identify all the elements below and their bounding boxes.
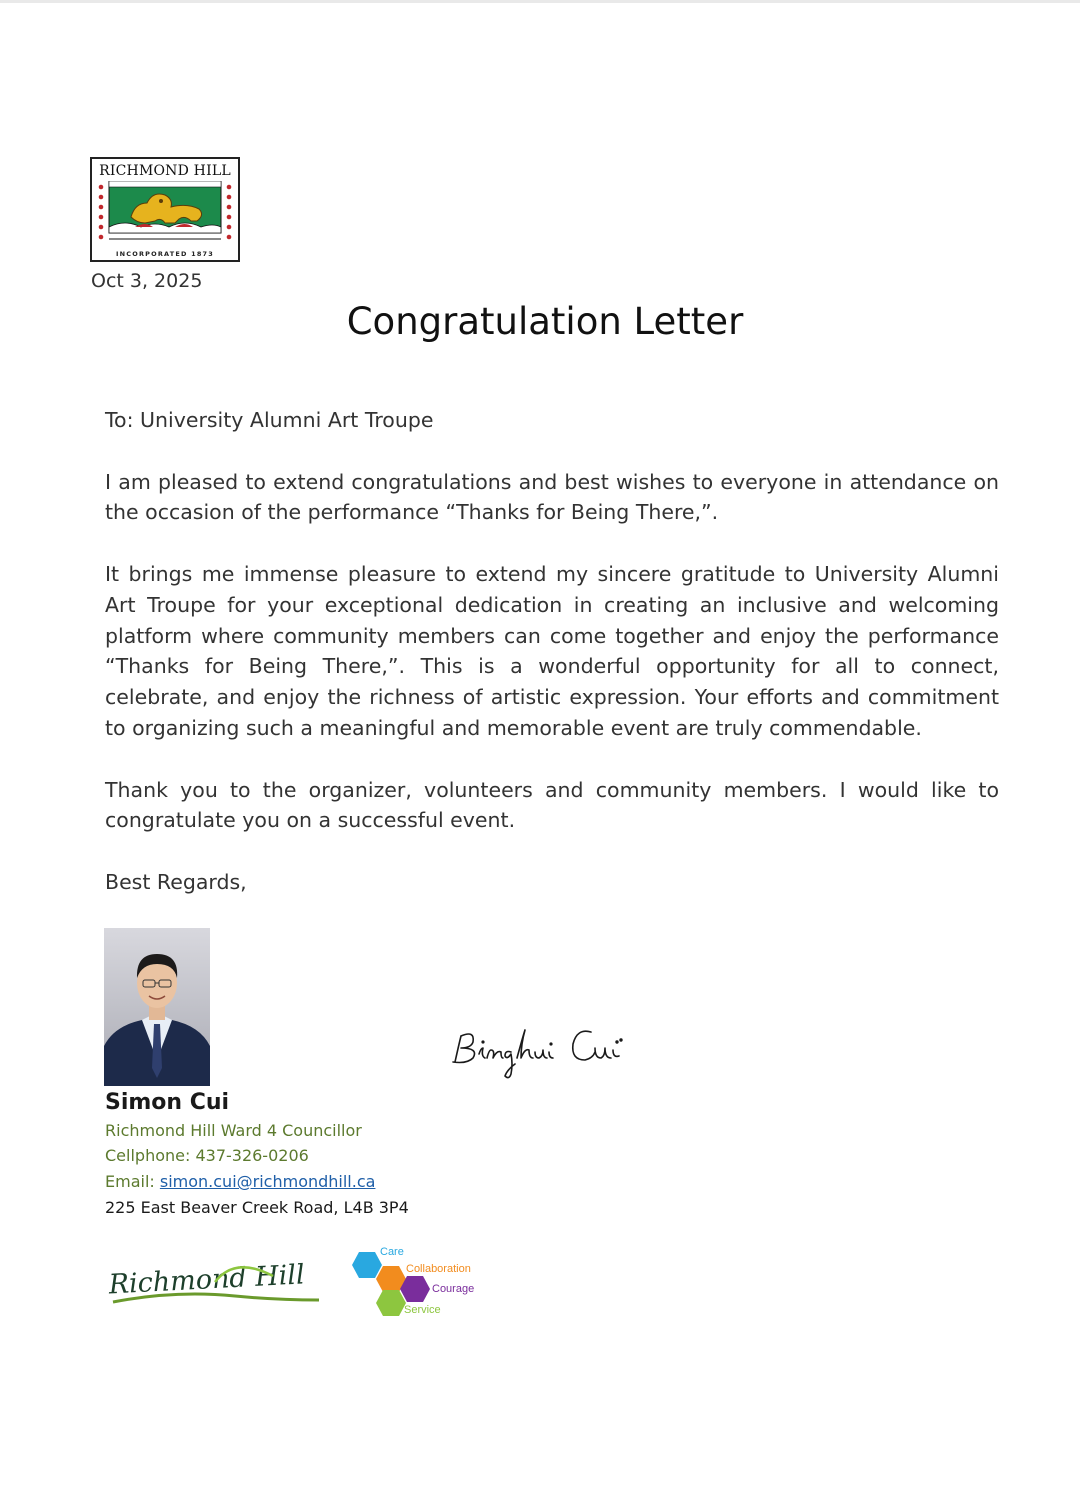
value-courage: Courage bbox=[432, 1283, 475, 1295]
paragraph-1: I am pleased to extend congratulations and best wishes to everyone in attendance on the occasion of the performance “Thanks for Being There,”. bbox=[105, 469, 999, 525]
rh-logo-text: Richmond Hill bbox=[107, 1259, 306, 1301]
email-link[interactable]: simon.cui@richmondhill.ca bbox=[159, 1172, 376, 1191]
signer-role: Richmond Hill Ward 4 Councillor bbox=[105, 1121, 362, 1140]
email-label: Email: bbox=[105, 1172, 160, 1191]
richmond-hill-crest bbox=[90, 157, 240, 262]
signer-name: Simon Cui bbox=[105, 1090, 230, 1115]
crest-incorporated: INCORPORATED 1873 bbox=[115, 250, 214, 258]
letter-title: Congratulation Letter bbox=[346, 300, 744, 343]
value-collaboration: Collaboration bbox=[406, 1263, 471, 1275]
value-care: Care bbox=[380, 1246, 404, 1258]
salutation: To: University Alumni Art Troupe bbox=[105, 408, 434, 432]
signer-portrait bbox=[104, 928, 210, 1086]
portrait-image bbox=[104, 928, 210, 1086]
values-logo bbox=[350, 1246, 490, 1318]
signer-address: 225 East Beaver Creek Road, L4B 3P4 bbox=[105, 1198, 409, 1217]
service-hex-icon bbox=[376, 1290, 406, 1316]
richmond-hill-logo bbox=[105, 1250, 330, 1320]
signer-cellphone: Cellphone: 437-326-0206 bbox=[105, 1146, 309, 1165]
crest-title: RICHMOND HILL bbox=[99, 163, 231, 179]
handwritten-signature bbox=[445, 1018, 645, 1088]
letter-body bbox=[105, 405, 999, 898]
value-service: Service bbox=[404, 1304, 441, 1316]
paragraph-2: It brings me immense pleasure to extend my sincere gratitude to University Alumni Art Troupe for your exceptional dedication in creating an inclusive and welcoming platform where community members can come together and enjoy the performance “Thanks for Being There,”. This is a wonderful opportunity for all to connect, celebrate, and enjoy the richness of artistic expression. Your efforts and commitment to organizing such a meaningful and memorable event are truly commendable. bbox=[105, 561, 999, 740]
paragraph-3: Thank you to the organizer, volunteers and community members. I would like to congratulate you on a successful event. bbox=[105, 777, 999, 833]
closing: Best Regards, bbox=[105, 869, 247, 894]
crest-emblem-icon bbox=[95, 181, 235, 245]
top-edge-line bbox=[0, 0, 1080, 3]
letter-date: Oct 3, 2025 bbox=[91, 270, 203, 292]
signer-email-line bbox=[105, 1172, 375, 1191]
